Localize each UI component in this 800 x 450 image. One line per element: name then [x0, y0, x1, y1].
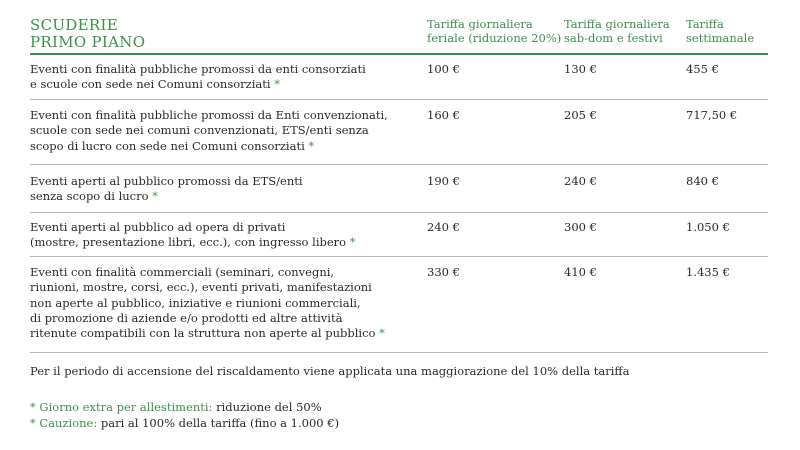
table-row-description — [30, 174, 410, 205]
price-feriale: 190 € — [427, 174, 460, 188]
asterisk-marker: * — [274, 77, 280, 92]
row-text-line: scuole con sede nei comuni convenzionati, ETS/enti senza — [30, 123, 369, 138]
price-settimanale: 455 € — [686, 62, 719, 76]
price-festivi: 130 € — [564, 62, 597, 76]
footnote-label: * Cauzione: — [30, 416, 98, 430]
price-settimanale: 717,50 € — [686, 108, 738, 122]
asterisk-marker: * — [308, 138, 315, 153]
row-text-line — [30, 139, 410, 154]
row-text-line: Eventi con finalità commerciali (seminari, convegni, — [30, 265, 335, 279]
table-bottom-rule — [30, 352, 768, 353]
row-text-line: riunioni, mostre, corsi, ecc.), eventi privati, manifestazioni — [30, 280, 372, 295]
column-header-feriale-line-1: Tariffa giornaliera — [427, 17, 533, 31]
footnote-text: pari al 100% della tariffa (fino a 1.000 €) — [100, 416, 340, 430]
price-festivi: 410 € — [564, 265, 597, 279]
table-row-description — [30, 265, 410, 341]
row-text-line — [30, 77, 410, 92]
column-header-festivi-line-1: Tariffa giornaliera — [564, 17, 670, 31]
row-text-line — [30, 235, 410, 250]
row-text-line: Eventi aperti al pubblico ad opera di privati — [30, 220, 286, 234]
table-row-description — [30, 220, 410, 251]
column-header-feriale-line-2: feriale (riduzione 20%) — [427, 31, 562, 45]
title-line-1: SCUDERIE — [30, 16, 118, 34]
column-header-settimanale — [686, 17, 754, 45]
price-settimanale: 1.435 € — [686, 265, 730, 279]
row-text-line: Eventi aperti al pubblico promossi da ETS/enti — [30, 174, 303, 188]
row-text-segment: senza scopo di lucro — [30, 189, 149, 204]
row-text-line: Eventi con finalità pubbliche promossi da Enti convenzionati, — [30, 108, 388, 122]
table-row-description — [30, 62, 410, 93]
row-text-line: di promozione di aziende e/o prodotti ed altre attività — [30, 310, 343, 325]
header-rule — [30, 53, 768, 55]
row-text-line — [30, 326, 410, 341]
footnote-extra-day — [30, 400, 322, 415]
page-title — [30, 17, 145, 51]
heating-note: Per il periodo di accensione del riscaldamento viene applicata una maggiorazione del 10% della tariffa — [30, 364, 630, 378]
price-feriale: 160 € — [427, 108, 460, 122]
price-festivi: 205 € — [564, 108, 597, 122]
row-divider — [30, 164, 768, 165]
price-festivi: 300 € — [564, 220, 597, 234]
row-text-segment: (mostre, presentazione libri, ecc.), con ingresso libero — [30, 235, 347, 250]
asterisk-marker: * — [349, 235, 356, 250]
price-festivi: 240 € — [564, 174, 597, 188]
footnote-label: * Giorno extra per allestimenti: — [30, 400, 213, 414]
column-header-settimanale-line-1: Tariffa — [686, 17, 724, 31]
price-settimanale: 1.050 € — [686, 220, 730, 234]
column-header-festivi — [564, 17, 670, 45]
title-line-2: PRIMO PIANO — [30, 33, 146, 51]
table-row-description — [30, 108, 410, 154]
price-feriale: 100 € — [427, 62, 460, 76]
price-settimanale: 840 € — [686, 174, 719, 188]
footnote-deposit — [30, 416, 339, 431]
row-divider — [30, 99, 768, 100]
row-text-line: non aperte al pubblico, iniziative e riunioni commerciali, — [30, 295, 361, 310]
row-text-line — [30, 189, 410, 204]
footnote-text: riduzione del 50% — [216, 400, 322, 414]
column-header-settimanale-line-2: settimanale — [686, 31, 755, 45]
row-text-segment: e scuole con sede nei Comuni consorziati — [30, 77, 271, 92]
asterisk-marker: * — [152, 189, 158, 204]
column-header-festivi-line-2: sab-dom e festivi — [564, 31, 663, 45]
price-feriale: 330 € — [427, 265, 460, 279]
column-header-feriale — [427, 17, 561, 45]
row-text-line: Eventi con finalità pubbliche promossi da enti consorziati — [30, 62, 366, 76]
asterisk-marker: * — [379, 326, 385, 341]
row-divider — [30, 212, 768, 213]
row-text-segment: ritenute compatibili con la struttura non aperte al pubblico — [30, 326, 376, 341]
row-divider — [30, 256, 768, 257]
row-text-segment: scopo di lucro con sede nei Comuni consorziati — [30, 138, 305, 153]
price-feriale: 240 € — [427, 220, 460, 234]
